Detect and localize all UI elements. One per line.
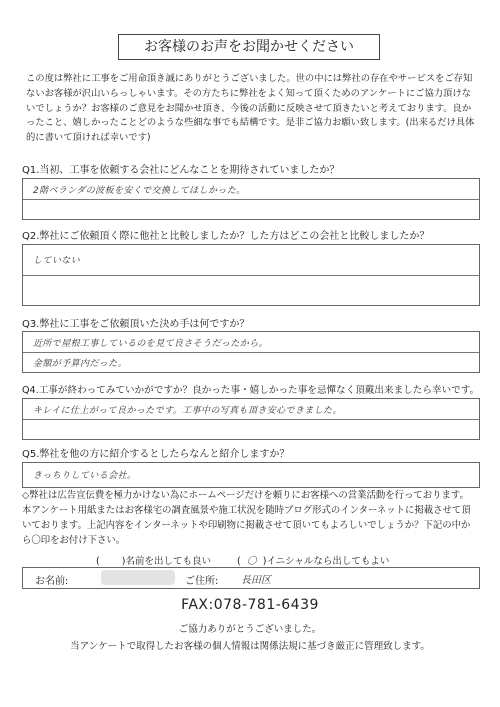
question-3: Q3.弊社に工事をご依頼頂いた決め手は何ですか？ (22, 319, 250, 330)
answer-1-line-1: 2階ベランダの波板を安くで交換してほしかった。 (33, 186, 246, 196)
privacy-text: 当アンケートで取得したお客様の個人情報は関係法規に基づき厳正に管理致します。 (70, 641, 430, 652)
answer-4-line-1: キレイに仕上がって良かったです。工事中の写真も頂き安心できました。 (33, 406, 342, 416)
name-label: お名前: (35, 576, 69, 587)
fax-number: FAX:078-781-6439 (181, 597, 319, 613)
survey-title: お客様のお声をお聞かせください (118, 34, 380, 60)
name-address-box (22, 567, 480, 589)
question-5: Q5.弊社を他の方に紹介するとしたらなんと紹介しますか？ (22, 449, 290, 460)
publication-notice: ◇弊社は広告宣伝費を極力かけない為にホームページだけを頼りにお客様への営業活動を行っております。本アンケート用紙またはお客様宅の調査風景や施工状況を随時ブログ形式のインターネットに掲載させて頂いております。上記内容をインターネットや印刷物に掲載させて頂いてもよろしいでしょうか？下記の中から〇印をお付け下さい。 (22, 490, 471, 546)
question-2: Q2.弊社にご依頼頂く際に他社と比較しましたか？した方はどこの会社と比較しましたか？ (22, 231, 430, 242)
initial-ok-label: イニシャルなら出してもよい (266, 556, 390, 567)
name-ok-label: 名前を出しても良い (125, 556, 211, 567)
answer-box-4 (22, 398, 480, 440)
answer-2-line-1: していない (33, 256, 81, 266)
answer-rule (23, 199, 479, 200)
answer-3-line-1: 近所で屋根工事しているのを見て良さそうだったから。 (33, 339, 269, 349)
thanks-text: ご協力ありがとうございました。 (178, 624, 322, 635)
paren-close: ) (262, 556, 267, 567)
answer-box-3 (22, 331, 480, 373)
address-label: ご住所: (185, 576, 219, 587)
paren-open: ( (96, 556, 100, 567)
answer-box-5 (22, 462, 480, 488)
name-redaction (101, 570, 175, 585)
answer-rule (23, 419, 479, 420)
paren-close: ) (121, 556, 126, 567)
answer-3-line-2: 金額が予算内だった。 (33, 359, 128, 369)
paren-open: ( (237, 556, 241, 567)
answer-box-2 (22, 244, 480, 306)
answer-rule (23, 352, 479, 353)
intro-text: この度は弊社に工事をご用命頂き誠にありがとうございました。世の中には弊社の存在やサービスをご存知ないお客様が沢山いらっしゃいます。その方たちに弊社をよく知って頂くためのアンケートにご協力頂けないでしょうか？お客様のご意見をお聞かせ頂き、今後の活動に反映させて頂きたいと考えております。良かったこと、嬉しかったことどのような些細な事でも結構です。是非ご協力お願い致します。(出来るだけ具体的に書いて頂ければ幸いです) (26, 73, 475, 144)
answer-rule (23, 275, 479, 276)
publication-options (96, 553, 389, 567)
answer-5-line-1: きっちりしている会社。 (33, 471, 137, 481)
question-1: Q1.当初、工事を依頼する会社にどんなことを期待されていましたか？ (22, 165, 340, 176)
question-4: Q4.工事が終わってみていかがですか？良かった事・嬉しかった事を忌憚なく頂戴出来ましたら幸いです。 (22, 385, 480, 396)
initial-ok-mark[interactable]: 〇 (246, 556, 257, 567)
answer-box-1 (22, 178, 480, 220)
address-value: 長田区 (241, 575, 271, 586)
